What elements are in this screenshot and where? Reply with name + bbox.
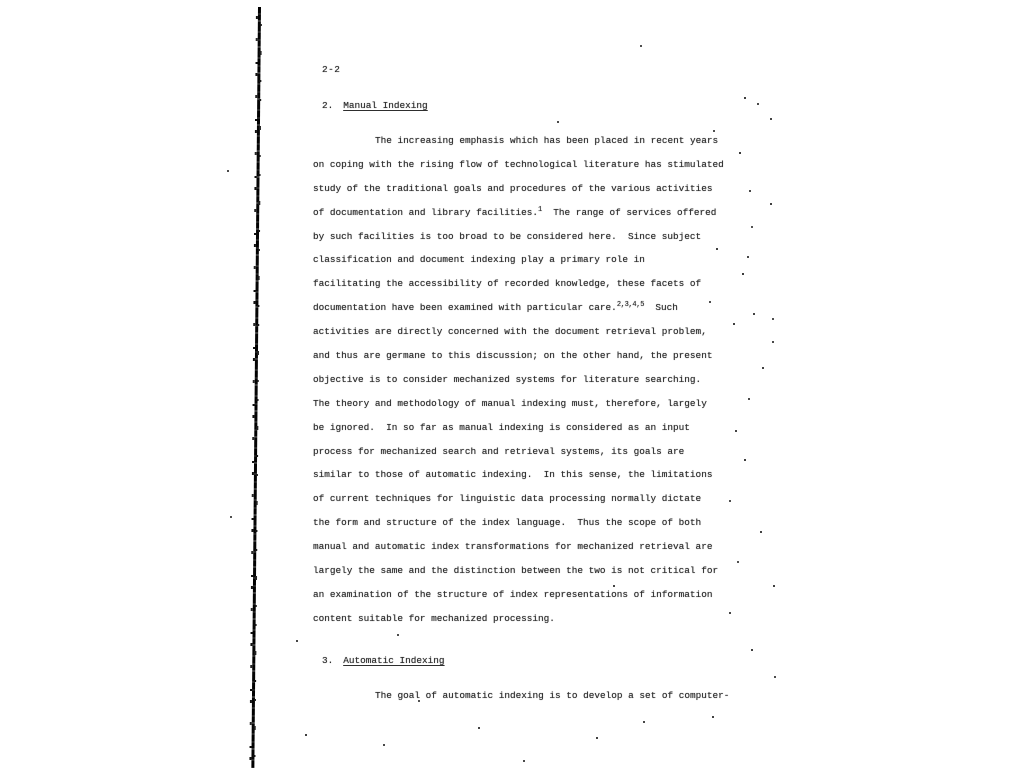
section-title: Automatic Indexing (343, 654, 445, 666)
section-title: Manual Indexing (343, 100, 428, 111)
text-line: process for mechanized search and retrieval systems, its goals are (313, 445, 685, 457)
paragraph (313, 690, 739, 714)
scan-binding-edge (251, 7, 260, 768)
text-line: largely the same and the distinction between the two is not critical for (313, 565, 719, 577)
section-heading (313, 100, 739, 114)
text-line: content suitable for mechanized processing. (313, 612, 555, 624)
section-automatic-indexing (313, 655, 739, 714)
text-line: The goal of automatic indexing is to develop a set of computer- (375, 689, 730, 701)
section-heading (313, 655, 739, 669)
text-line: classification and document indexing play a primary role in (313, 254, 645, 266)
page-number: 2-2 (322, 64, 341, 75)
text-line: on coping with the rising flow of technological literature has stimulated (313, 158, 724, 170)
text-line: activities are directly concerned with the document retrieval problem, (313, 326, 707, 338)
document-body (313, 100, 739, 714)
scan-noise-speckles (0, 0, 2, 2)
text-line: study of the traditional goals and procedures of the various activities (313, 182, 713, 194)
footnote-reference: 1 (538, 205, 542, 214)
text-line: by such facilities is too broad to be considered here. Since subject (313, 230, 702, 242)
text-line: of documentation and library facilities.$^1$ The range of services offered (313, 205, 717, 218)
footnote-reference: 2,3,4,5 (616, 301, 645, 310)
text-line: The increasing emphasis which has been placed in recent years (375, 135, 719, 146)
text-line: facilitating the accessibility of recorded knowledge, these facets of (313, 278, 702, 290)
text-line: the form and structure of the index language. Thus the scope of both (313, 517, 702, 529)
section-number: 3. (322, 654, 334, 666)
text-line: of current techniques for linguistic data processing normally dictate (313, 493, 702, 505)
text-line: be ignored. In so far as manual indexing is considered as an input (313, 421, 690, 433)
text-line: similar to those of automatic indexing. In this sense, the limitations (313, 469, 713, 481)
text-line: documentation have been examined with particular care.$^{2,3,4,5}$ Such (313, 301, 678, 314)
text-line: manual and automatic index transformations for mechanized retrieval are (313, 541, 713, 553)
section-manual-indexing (313, 100, 739, 637)
text-line: and thus are germane to this discussion; on the other hand, the present (313, 350, 713, 362)
section-number: 2. (322, 100, 334, 111)
text-line: The theory and methodology of manual indexing must, therefore, largely (313, 397, 707, 409)
paragraph (313, 135, 739, 637)
text-line: objective is to consider mechanized systems for literature searching. (313, 373, 702, 385)
text-line: an examination of the structure of index representations of information (313, 588, 713, 600)
